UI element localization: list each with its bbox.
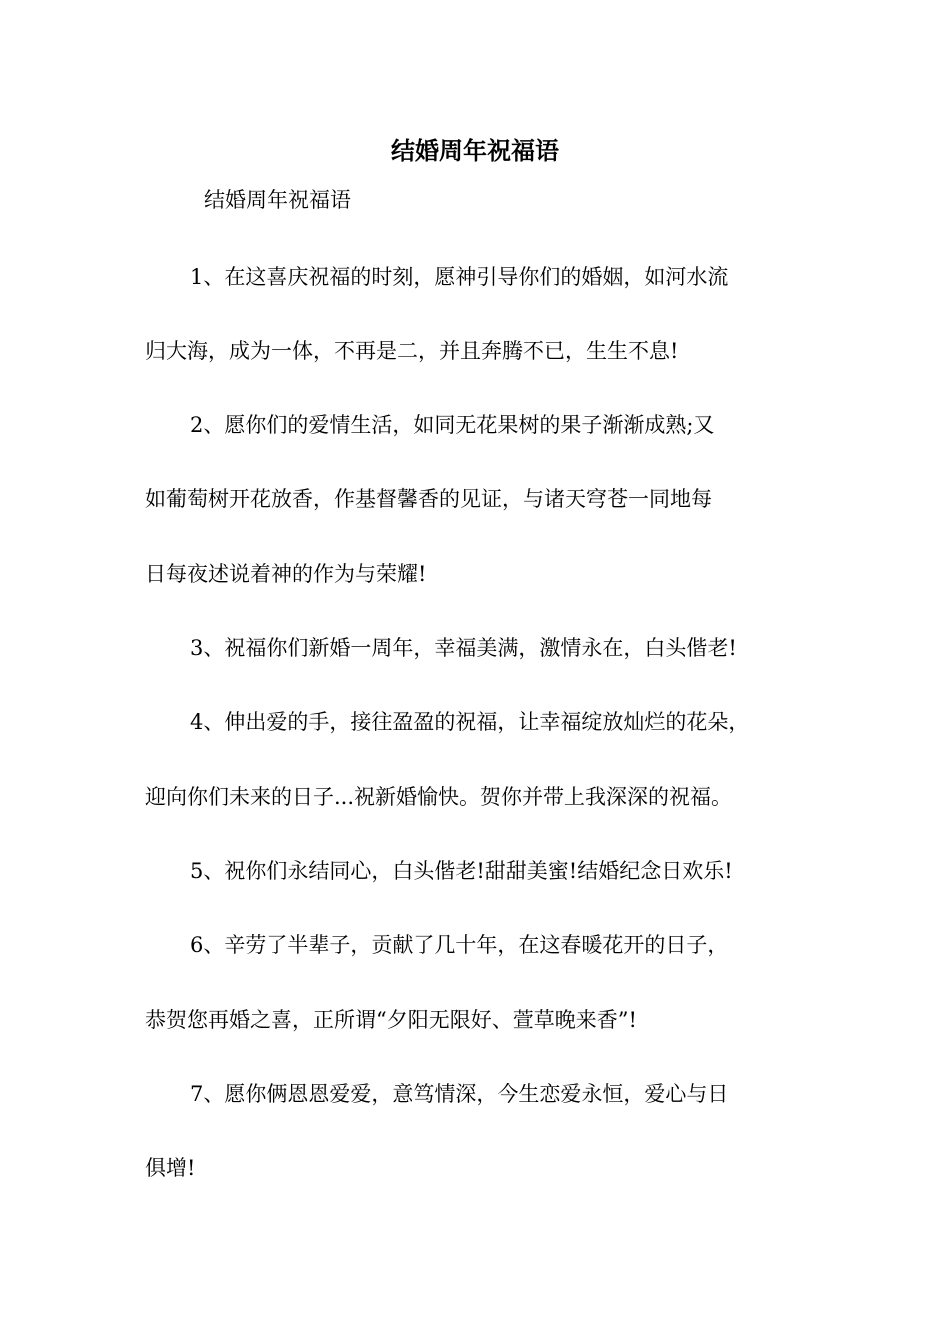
paragraph-5-line-1: 5、祝你们永结同心，白头偕老!甜甜美蜜!结婚纪念日欢乐! [190, 859, 733, 883]
paragraph-7-line-1: 7、愿你俩恩恩爱爱，意笃情深，今生恋爱永恒，爱心与日 [190, 1082, 729, 1106]
paragraph-2-line-2: 如葡萄树开花放香，作基督馨香的见证，与诸天穹苍一同地每 [145, 487, 712, 511]
paragraph-1-line-2: 归大海，成为一体，不再是二，并且奔腾不已，生生不息! [145, 339, 679, 363]
paragraph-6-line-1: 6、辛劳了半辈子，贡献了几十年，在这春暖花开的日子， [190, 933, 729, 957]
paragraph-2-line-1: 2、愿你们的爱情生活，如同无花果树的果子渐渐成熟;又 [190, 413, 715, 437]
paragraph-2-line-3: 日每夜述说着神的作为与荣耀! [145, 562, 427, 586]
document-subtitle: 结婚周年祝福语 [204, 188, 351, 212]
paragraph-4-line-1: 4、伸出爱的手，接往盈盈的祝福，让幸福绽放灿烂的花朵， [190, 710, 750, 734]
paragraph-6-line-2: 恭贺您再婚之喜，正所谓“夕阳无限好、萱草晚来香”! [145, 1008, 637, 1032]
paragraph-3-line-1: 3、祝福你们新婚一周年，幸福美满，激情永在，白头偕老! [190, 636, 737, 660]
paragraph-7-line-2: 俱增! [145, 1156, 196, 1180]
paragraph-1-line-1: 1、在这喜庆祝福的时刻，愿神引导你们的婚姻，如河水流 [190, 265, 729, 289]
document-title: 结婚周年祝福语 [391, 136, 559, 165]
paragraph-4-line-2: 迎向你们未来的日子...祝新婚愉快。贺你并带上我深深的祝福。 [145, 785, 733, 809]
